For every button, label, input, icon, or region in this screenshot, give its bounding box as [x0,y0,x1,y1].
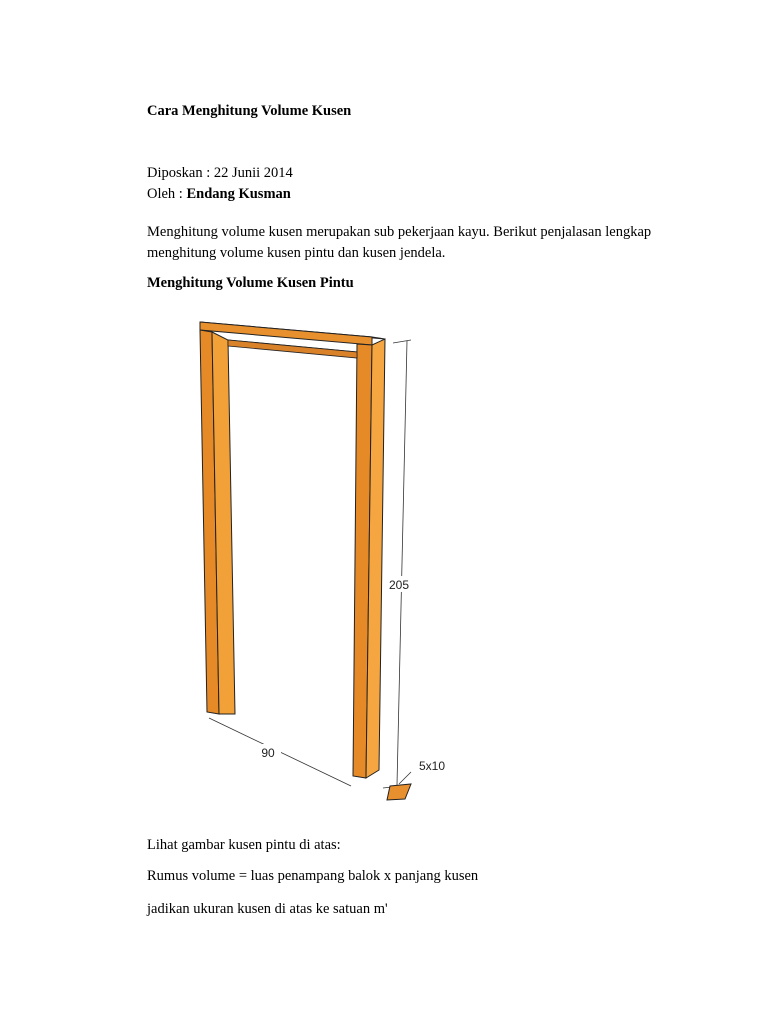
width-dimension [209,718,351,786]
author-label: Oleh : [147,186,187,202]
posted-date: 22 Junii 2014 [213,165,293,181]
posted-label: Diposkan : [147,165,214,181]
section-label: 5x10 [419,759,446,773]
document-title: Cara Menghitung Volume Kusen [147,103,352,119]
door-frame-drawing [200,322,385,778]
paragraph-1: Lihat gambar kusen pintu di atas: [147,837,341,853]
section-dimension [387,759,445,800]
height-dimension [383,340,413,788]
paragraph-3: jadikan ukuran kusen di atas ke satuan m' [147,901,388,917]
paragraph-2: Rumus volume = luas penampang balok x panjang kusen [147,868,479,884]
intro-line-2: menghitung volume kusen pintu dan kusen jendela. [147,245,446,261]
author-line [147,184,291,205]
intro-line-1: Menghitung volume kusen merupakan sub pekerjaan kayu. Berikut penjalasan lengkap [147,224,652,240]
height-label: 205 [388,578,410,592]
width-label: 90 [261,746,275,760]
posted-line [147,163,293,184]
section-heading: Menghitung Volume Kusen Pintu [147,275,354,291]
door-frame-figure [185,310,465,810]
author-name: Endang Kusman [186,186,291,202]
